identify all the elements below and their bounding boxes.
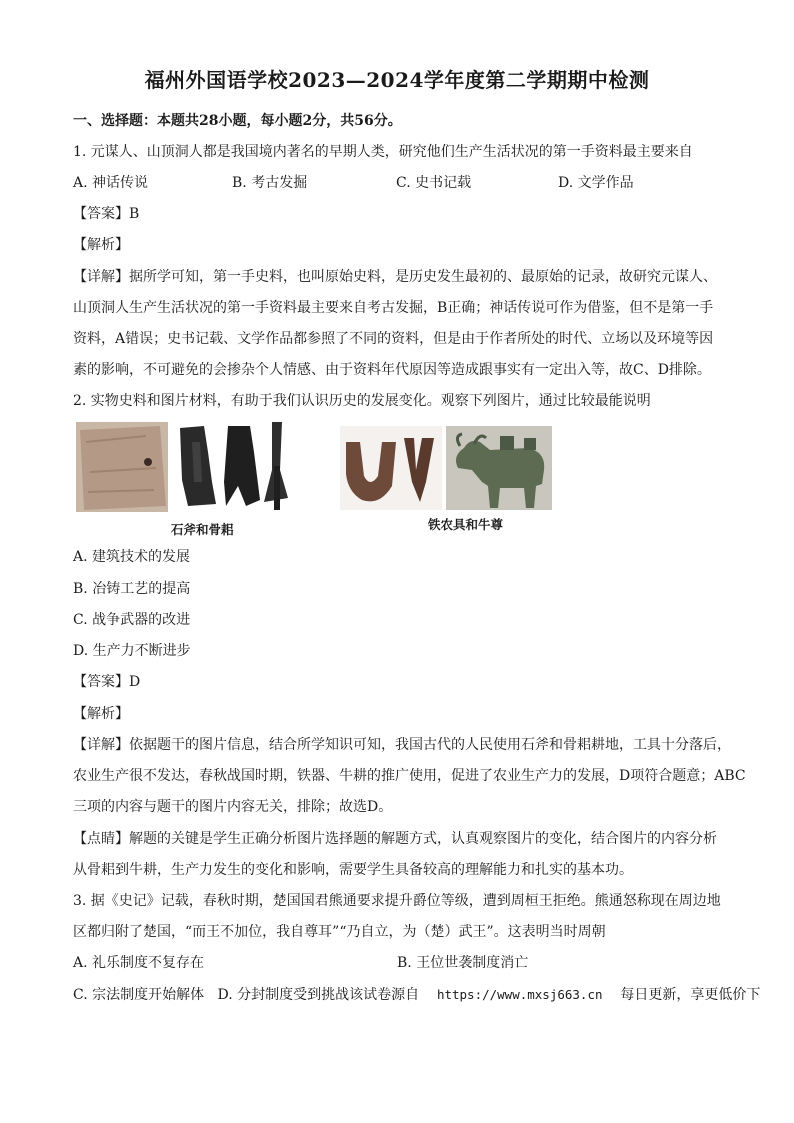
q3-option-a: A. 礼乐制度不复存在 [73, 955, 205, 971]
q1-detail-line: 素的影响，不可避免的会掺杂个人情感、由于资料年代原因等造成跟事实有一定出入等，故C、D排除。 [73, 362, 711, 378]
stone-axe-hole [144, 458, 152, 466]
q1-stem: 1. 元谋人、山顶洞人都是我国境内著名的早期人类，研究他们生产生活状况的第一手资料最主要来自 [73, 144, 693, 160]
q3-stem-line: 区都归附了楚国，“而王不加位，我自尊耳”“乃自立，为（楚）武王”。这表明当时周朝 [73, 924, 606, 940]
q2-answer: 【答案】D [73, 674, 141, 690]
q1-detail-line: 资料，A错误；史书记载、文学作品都参照了不同的资料，但是由于作者所处的时代、立场以及环境等因 [73, 331, 714, 347]
q2-option-d: D. 生产力不断进步 [73, 643, 191, 659]
q1-option-c: C. 史书记载 [396, 175, 472, 191]
caption-right: 铁农具和牛尊 [428, 517, 504, 532]
q2-detail-line: 农业生产很不发达，春秋战国时期，铁器、牛耕的推广使用，促进了农业生产力的发展，D项符合题意；ABC [73, 768, 746, 784]
q1-detail-line: 山顶洞人生产生活状况的第一手资料最主要来自考古发掘，B正确；神话传说可作为借鉴，但不是第一手 [73, 300, 714, 316]
ox-zun-cup-1 [500, 436, 514, 450]
source-link[interactable]: https://www.mxsj663.cn [436, 987, 603, 1002]
q2-point-line: 【点睛】解题的关键是学生正确分析图片选择题的解题方式，认真观察图片的变化，结合图片的内容分析 [73, 831, 717, 847]
q2-option-a: A. 建筑技术的发展 [73, 549, 191, 565]
q1-option-b: B. 考古发掘 [232, 175, 308, 191]
q3-option-d: D. 分封制度受到挑战该试卷源自 [217, 987, 420, 1003]
q1-answer: 【答案】B [73, 206, 140, 222]
q1-analysis-label: 【解析】 [73, 237, 129, 253]
q2-option-c: C. 战争武器的改进 [73, 612, 191, 628]
ox-zun-cup-2 [524, 438, 536, 450]
q2-analysis-label: 【解析】 [73, 706, 129, 722]
section-heading: 一、选择题：本题共28小题，每小题2分，共56分。 [73, 113, 402, 129]
bone-tool-2 [224, 426, 260, 506]
q3-option-b: B. 王位世袭制度消亡 [397, 955, 529, 971]
q3-option-c: C. 宗法制度开始解体 [73, 987, 205, 1003]
q2-detail-line: 三项的内容与题干的图片内容无关，排除；故选D。 [73, 799, 393, 815]
q1-option-d: D. 文学作品 [558, 175, 634, 191]
q1-detail-line: 【详解】据所学可知，第一手史料，也叫原始史料，是历史发生最初的、最原始的记录，故研究元谋人、 [73, 269, 717, 285]
iron-tool-ox-zun-figure [340, 426, 552, 510]
source-ad-text: 每日更新，享更低价下 [620, 987, 761, 1003]
q3-option-cd [73, 984, 760, 1004]
q2-stem: 2. 实物史料和图片材料，有助于我们认识历史的发展变化。观察下列图片，通过比较最能说明 [73, 393, 651, 409]
q2-detail-line: 【详解】依据题干的图片信息，结合所学知识可知，我国古代的人民使用石斧和骨耜耕地，工具十分落后， [73, 737, 731, 753]
q2-option-b: B. 冶铸工艺的提高 [73, 581, 191, 597]
q3-stem-line: 3. 据《史记》记载，春秋时期，楚国国君熊通要求提升爵位等级，遭到周桓王拒绝。熊通怒称现在周边地 [73, 893, 721, 909]
page-title: 福州外国语学校2023—2024学年度第二学期期中检测 [144, 68, 650, 92]
q2-point-line: 从骨耜到牛耕，生产力发生的变化和影响，需要学生具备较高的理解能力和扎实的基本功。 [73, 862, 633, 878]
caption-left: 石斧和骨耜 [171, 522, 234, 537]
stone-axe-bone-tool-figure [76, 422, 296, 512]
q1-option-a: A. 神话传说 [73, 175, 149, 191]
